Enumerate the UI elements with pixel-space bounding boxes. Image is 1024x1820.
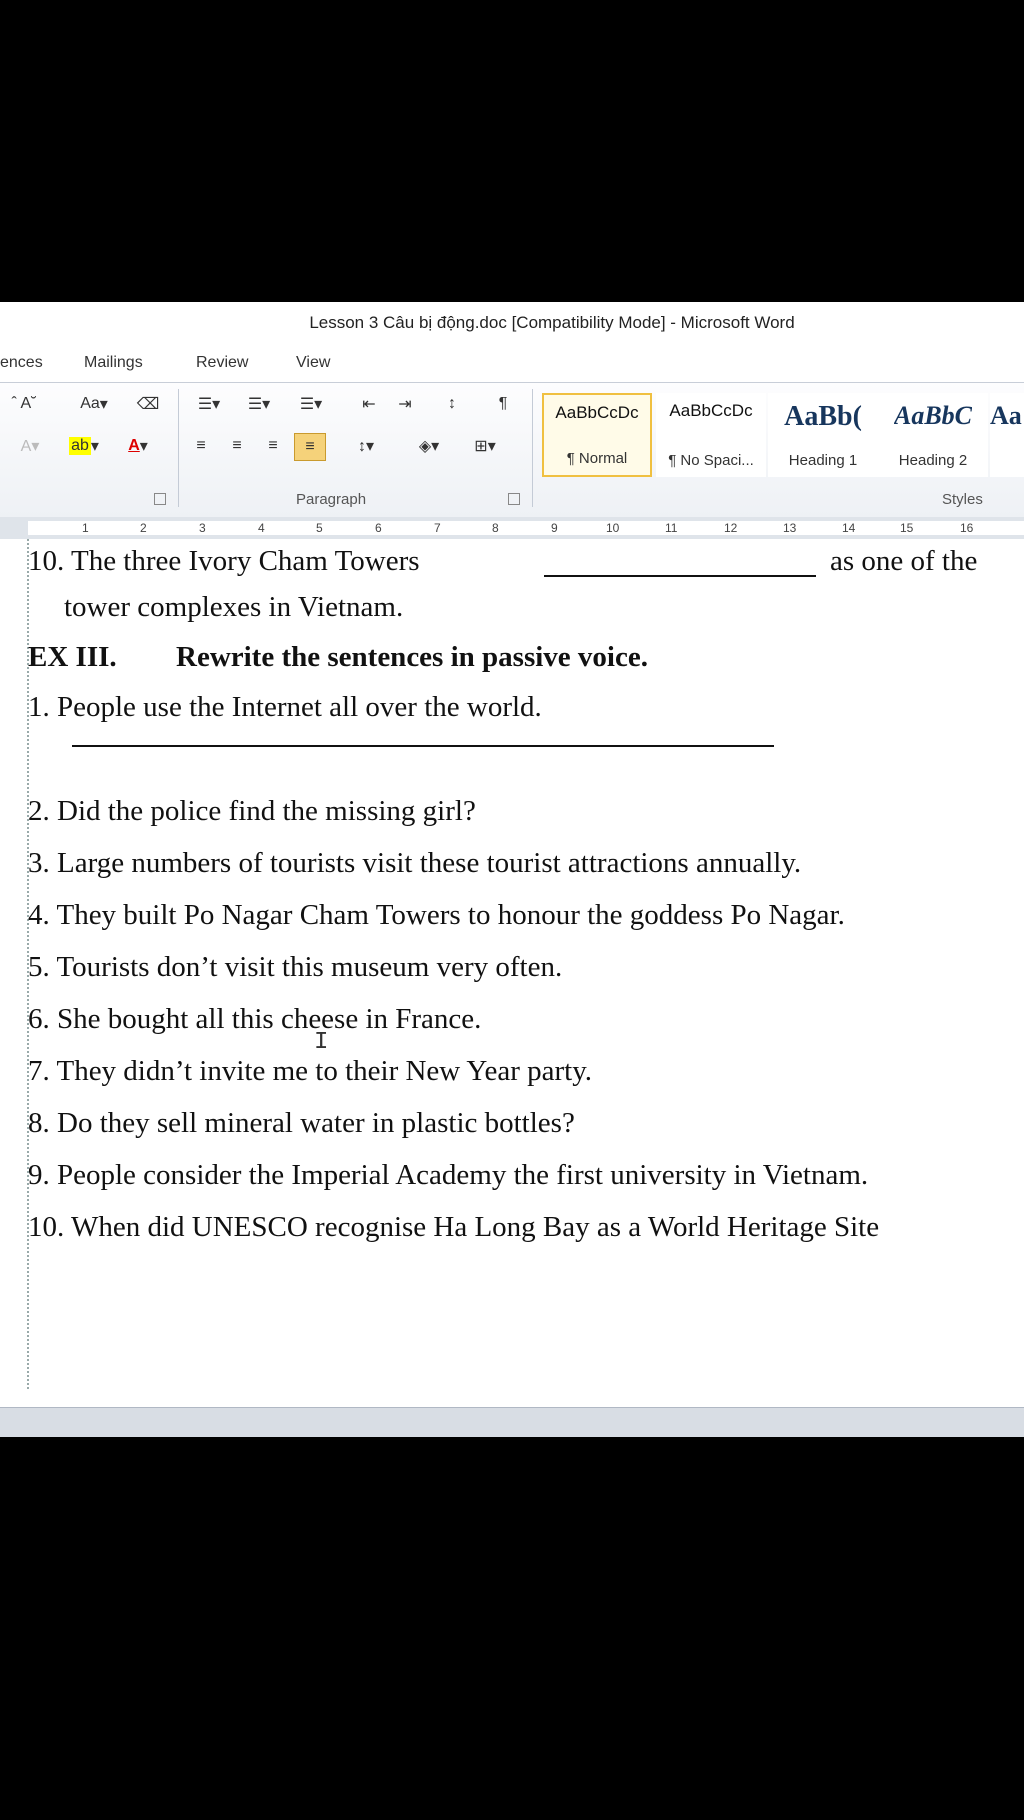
paragraph-launcher-icon[interactable] (508, 493, 520, 505)
exercise-item-10: 10. When did UNESCO recognise Ha Long Bay as a World Heritage Site (28, 1211, 880, 1243)
ruler-number: 13 (783, 521, 797, 535)
justify-icon[interactable]: ≡ (294, 433, 326, 461)
ruler-number: 12 (724, 521, 738, 535)
exercise-title: Rewrite the sentences in passive voice. (176, 641, 648, 673)
highlight-icon[interactable]: ab ▾ (71, 437, 99, 455)
exercise-item-4: 4. They built Po Nagar Cham Towers to honour the goddess Po Nagar. (28, 899, 845, 931)
sort-icon[interactable]: ↕ (448, 395, 456, 412)
exercise-item-3: 3. Large numbers of tourists visit these tourist attractions annually. (28, 847, 802, 879)
decrease-indent-icon[interactable]: ⇤ (362, 396, 376, 413)
ruler-number: 9 (551, 521, 558, 535)
ruler-number: 7 (434, 521, 441, 535)
ruler-number: 11 (665, 521, 678, 535)
ruler-number: 1 (82, 521, 89, 535)
ribbon (0, 382, 1024, 519)
ruler-number: 5 (316, 521, 323, 535)
tab-view[interactable]: View (296, 354, 331, 371)
font-color-icon[interactable]: A ▾ (128, 437, 148, 455)
style-heading-2[interactable] (878, 393, 988, 477)
question-10-line (28, 545, 420, 578)
shading-icon[interactable]: ◈▾ (418, 438, 440, 455)
exercise-item-1: 1. People use the Internet all over the world. (28, 691, 542, 723)
horizontal-scrollbar[interactable] (0, 1407, 1024, 1437)
style-sample: AaBb( (784, 401, 862, 432)
borders-icon[interactable]: ⊞▾ (474, 438, 496, 455)
ruler-number: 15 (900, 521, 914, 535)
exercise-item-2: 2. Did the police find the missing girl? (28, 795, 476, 827)
question-10-suffix: as one of the (830, 545, 978, 577)
ruler-number: 3 (199, 521, 206, 535)
style-name: ¶ Normal (566, 450, 628, 467)
horizontal-ruler[interactable] (0, 517, 1024, 540)
font-launcher-icon[interactable] (154, 493, 166, 505)
clear-format-icon[interactable]: ⌫ (136, 396, 160, 413)
style-normal[interactable] (542, 393, 652, 477)
ruler-number: 16 (960, 521, 974, 535)
ruler-number: 14 (842, 521, 856, 535)
exercise-item-5: 5. Tourists don’t visit this museum very often. (28, 951, 563, 983)
ruler-number: 2 (140, 521, 147, 535)
exercise-item-9: 9. People consider the Imperial Academy the first university in Vietnam. (28, 1159, 869, 1191)
answer-blank[interactable] (72, 745, 774, 747)
title-bar (0, 302, 1024, 344)
bullets-icon[interactable]: ☰▾ (197, 396, 221, 413)
exercise-item-7: 7. They didn’t invite me to their New Year party. (28, 1055, 593, 1087)
ruler-number: 6 (375, 521, 382, 535)
tab-review[interactable]: Review (196, 354, 249, 371)
align-left-icon[interactable]: ≡ (196, 437, 206, 454)
exercise-item-8: 8. Do they sell mineral water in plastic bottles? (28, 1107, 575, 1139)
paragraph-group-label: Paragraph (296, 491, 367, 508)
increase-indent-icon[interactable]: ⇥ (398, 396, 412, 413)
question-10-text: 10. The three Ivory Cham Towers (28, 545, 420, 577)
grow-font-icon[interactable]: ˆ A˘ (11, 395, 37, 412)
align-center-icon[interactable]: ≡ (232, 437, 242, 454)
ribbon-tabs (0, 344, 1024, 382)
style-heading-1[interactable] (768, 393, 878, 477)
text-cursor-icon: I (314, 1029, 329, 1056)
align-right-icon[interactable]: ≡ (268, 437, 278, 454)
style-sample: Aa (990, 401, 1022, 430)
ruler-number: 10 (606, 521, 620, 535)
numbering-icon[interactable]: ☰▾ (247, 396, 271, 413)
style-sample: AaBbCcDc (555, 403, 639, 422)
tab-mailings[interactable]: Mailings (84, 354, 143, 371)
window-title: Lesson 3 Câu bị động.doc [Compatibility Mode] - Microsoft Word (309, 313, 795, 332)
document-page[interactable] (0, 539, 1024, 1407)
style-name: Heading 2 (898, 452, 968, 469)
style-title[interactable] (990, 393, 1024, 477)
exercise-label: EX III. (28, 641, 117, 673)
change-case-button[interactable]: Aa ▾ (80, 395, 108, 413)
word-window (0, 302, 1024, 1437)
tab-references[interactable]: ences (0, 354, 43, 371)
style-sample: AaBbCcDc (669, 401, 753, 420)
multilevel-list-icon[interactable]: ☰▾ (299, 396, 323, 413)
question-10-continuation: tower complexes in Vietnam. (64, 591, 404, 623)
style-no-spacing[interactable] (656, 393, 766, 477)
answer-blank[interactable] (544, 575, 816, 577)
ruler-number: 8 (492, 521, 499, 535)
ruler-number: 4 (258, 521, 265, 535)
text-effects-icon[interactable]: A▾ (20, 438, 40, 455)
style-sample: AaBbC (893, 401, 973, 430)
exercise-item-6: 6. She bought all this cheese in France. (28, 1003, 482, 1035)
style-name: Heading 1 (788, 452, 858, 469)
show-marks-icon[interactable]: ¶ (498, 395, 508, 412)
style-name: ¶ No Spaci... (668, 452, 754, 469)
styles-group-label: Styles (942, 491, 983, 508)
line-spacing-icon[interactable]: ↕▾ (357, 438, 375, 455)
